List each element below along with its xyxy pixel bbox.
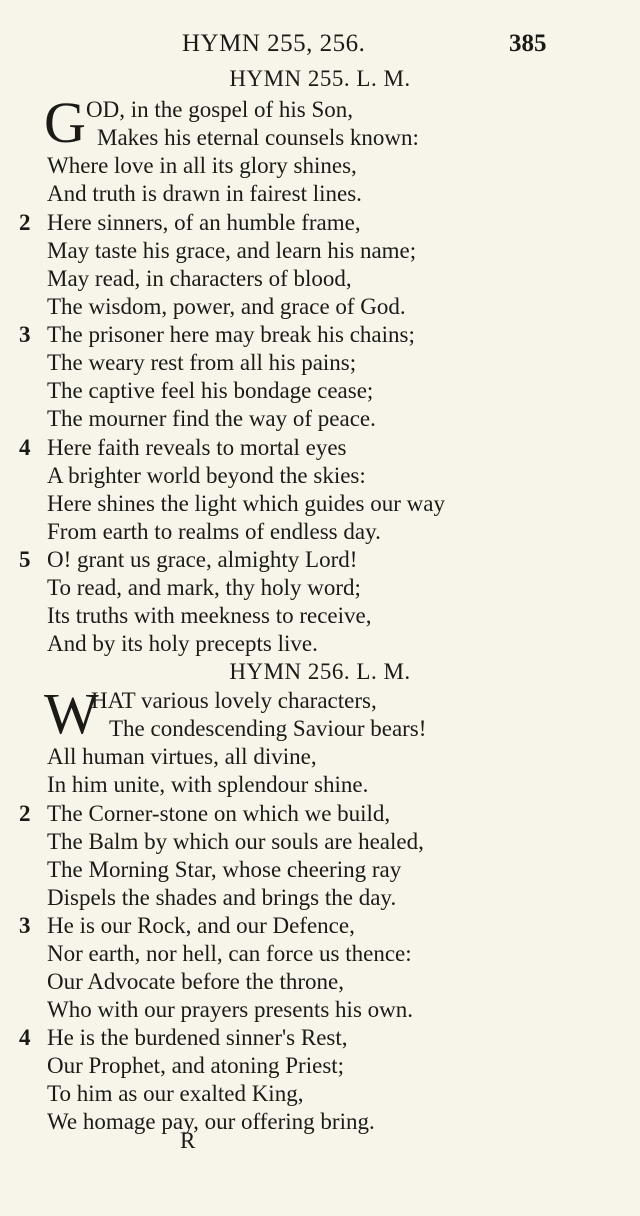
hymn-line: The prisoner here may break his chains;: [47, 322, 415, 347]
hymn-line: A brighter world beyond the skies:: [47, 463, 366, 488]
hymn-line: In him unite, with splendour shine.: [47, 772, 369, 797]
stanza-number: 2: [19, 210, 31, 235]
hymn-line: May taste his grace, and learn his name;: [47, 238, 417, 263]
hymn-line: OD, in the gospel of his Son,: [86, 97, 354, 122]
hymn-line: The Morning Star, whose cheering ray: [47, 857, 402, 882]
hymn-line: May read, in characters of blood,: [47, 266, 352, 291]
hymn-line: The Corner-stone on which we build,: [47, 801, 391, 826]
hymn-255-title: HYMN 255. L. M.: [229, 66, 411, 91]
running-head: HYMN 255, 256.: [182, 30, 366, 57]
hymn-line: To him as our exalted King,: [47, 1081, 304, 1106]
hymn-line: The wisdom, power, and grace of God.: [47, 294, 406, 319]
hymn-line: The mourner find the way of peace.: [47, 406, 376, 431]
hymn-line: Nor earth, nor hell, can force us thence:: [47, 941, 412, 966]
hymn-line: To read, and mark, thy holy word;: [47, 575, 361, 600]
hymn-line: HAT various lovely characters,: [91, 688, 377, 713]
hymn-line: Our Advocate before the throne,: [47, 969, 344, 994]
hymn-line: All human virtues, all divine,: [47, 744, 317, 769]
hymn-line: The captive feel his bondage cease;: [47, 378, 374, 403]
hymn-line: Here sinners, of an humble frame,: [47, 210, 361, 235]
stanza-number: 3: [19, 322, 31, 347]
hymn-line: O! grant us grace, almighty Lord!: [47, 547, 358, 572]
hymn-line: And by its holy precepts live.: [47, 631, 318, 656]
hymn-line: And truth is drawn in fairest lines.: [47, 181, 362, 206]
hymn-line: From earth to realms of endless day.: [47, 519, 381, 544]
page-number: 385: [509, 30, 547, 57]
page-header: [0, 30, 640, 64]
hymn-line: The condescending Saviour bears!: [109, 716, 427, 741]
hymn-line: Here shines the light which guides our way: [47, 491, 445, 516]
hymn-line: The weary rest from all his pains;: [47, 350, 357, 375]
stanza-number: 4: [19, 435, 31, 460]
stanza-number: 3: [19, 913, 31, 938]
hymn-256-title: HYMN 256. L. M.: [229, 659, 411, 684]
hymn-line: The Balm by which our souls are healed,: [47, 829, 424, 854]
drop-cap: G: [44, 90, 86, 155]
drop-cap: W: [44, 681, 99, 746]
hymn-line: He is the burdened sinner's Rest,: [47, 1025, 348, 1050]
hymn-line: Who with our prayers presents his own.: [47, 997, 414, 1022]
hymn-line: Dispels the shades and brings the day.: [47, 885, 397, 910]
hymn-line: Our Prophet, and atoning Priest;: [47, 1053, 345, 1078]
hymn-line: We homage pay, our offering bring.: [47, 1109, 375, 1134]
stanza-number: 4: [19, 1025, 31, 1050]
stanza-number: 2: [19, 801, 31, 826]
hymn-line: He is our Rock, and our Defence,: [47, 913, 355, 938]
stanza-number: 5: [19, 547, 31, 572]
hymn-line: Where love in all its glory shines,: [47, 153, 357, 178]
hymn-line: Makes his eternal counsels known:: [97, 125, 419, 150]
hymn-line: Its truths with meekness to receive,: [47, 603, 372, 628]
signature-mark: R: [180, 1128, 196, 1153]
hymn-line: Here faith reveals to mortal eyes: [47, 435, 347, 460]
